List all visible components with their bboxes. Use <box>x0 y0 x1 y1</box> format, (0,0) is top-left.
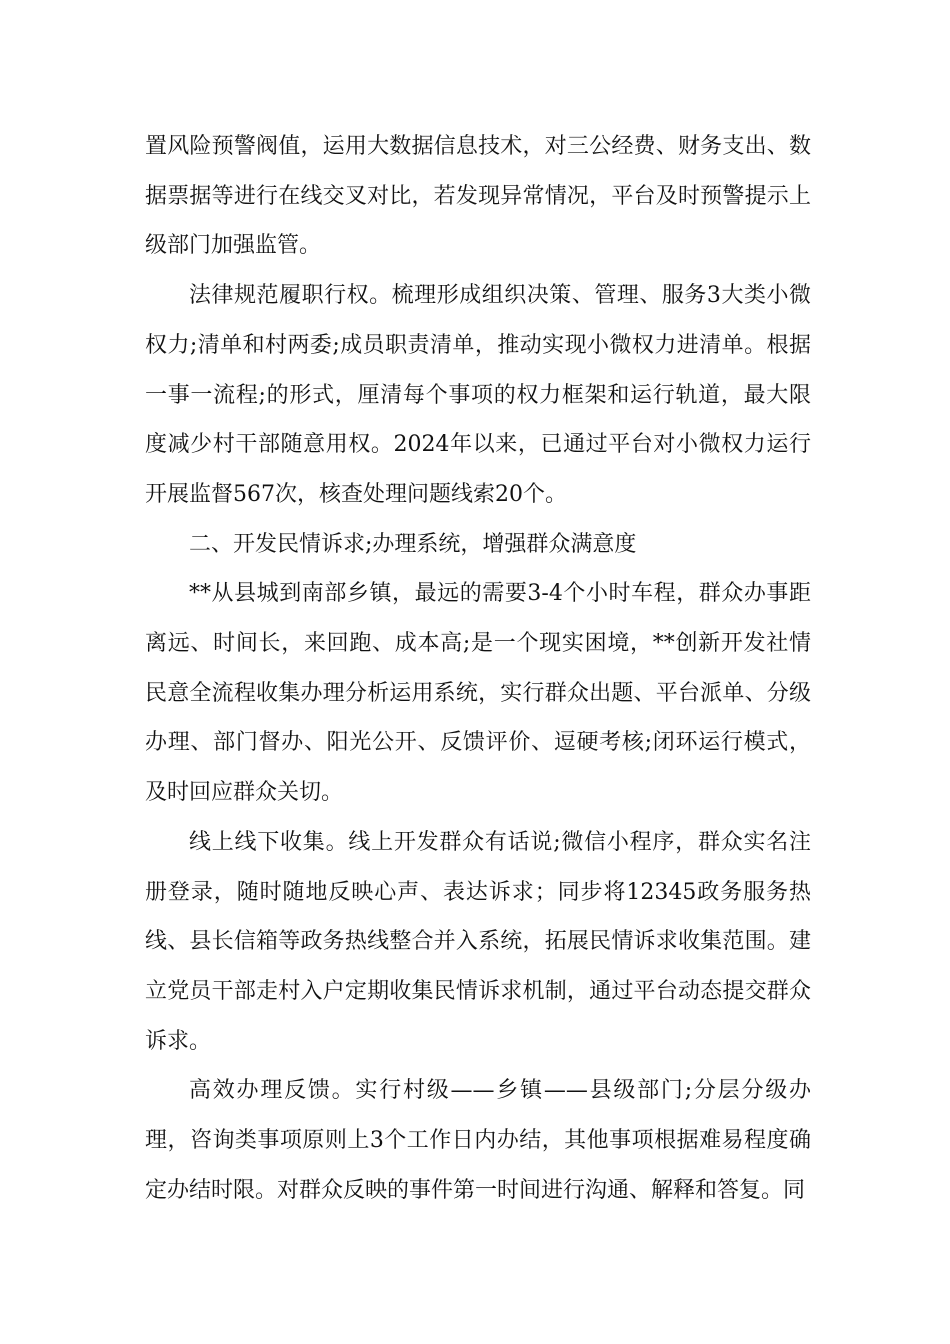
paragraph-power-standardization: 法律规范履职行权。梳理形成组织决策、管理、服务3大类小微权力;清单和村两委;成员职责清单，推动实现小微权力进清单。根据一事一流程;的形式，厘清每个事项的权力框架和运行轨道，最大限度减少村干部随意用权。2024年以来，已通过平台对小微权力运行开展监督567次，核查处理问题线索20个。 <box>145 283 811 507</box>
section-heading-public-sentiment: 二、开发民情诉求;办理系统，增强群众满意度 <box>189 531 637 557</box>
paragraph-system-overview: **从县城到南部乡镇，最远的需要3-4个小时车程，群众办事距离远、时间长，来回跑、成本高;是一个现实困境，**创新开发社情民意全流程收集办理分析运用系统，实行群众出题、平台派单、分级办理、部门督办、阳光公开、反馈评价、逗硬考核;闭环运行模式，及时回应群众关切。 <box>145 581 811 806</box>
document-body <box>145 122 811 1215</box>
paragraph-risk-warning: 置风险预警阀值，运用大数据信息技术，对三公经费、财务支出、数据票据等进行在线交叉对比，若发现异常情况，平台及时预警提示上级部门加强监管。 <box>145 134 811 259</box>
paragraph-online-offline-collection: 线上线下收集。线上开发群众有话说;微信小程序，群众实名注册登录，随时随地反映心声、表达诉求；同步将12345政务服务热线、县长信箱等政务热线整合并入系统，拓展民情诉求收集范围。建立党员干部走村入户定期收集民情诉求机制，通过平台动态提交群众诉求。 <box>145 829 811 1054</box>
paragraph-efficient-handling: 高效办理反馈。实行村级——乡镇——县级部门;分层分级办理，咨询类事项原则上3个工作日内办结，其他事项根据难易程度确定办结时限。对群众反映的事件第一时间进行沟通、解释和答复。同 <box>145 1078 811 1203</box>
